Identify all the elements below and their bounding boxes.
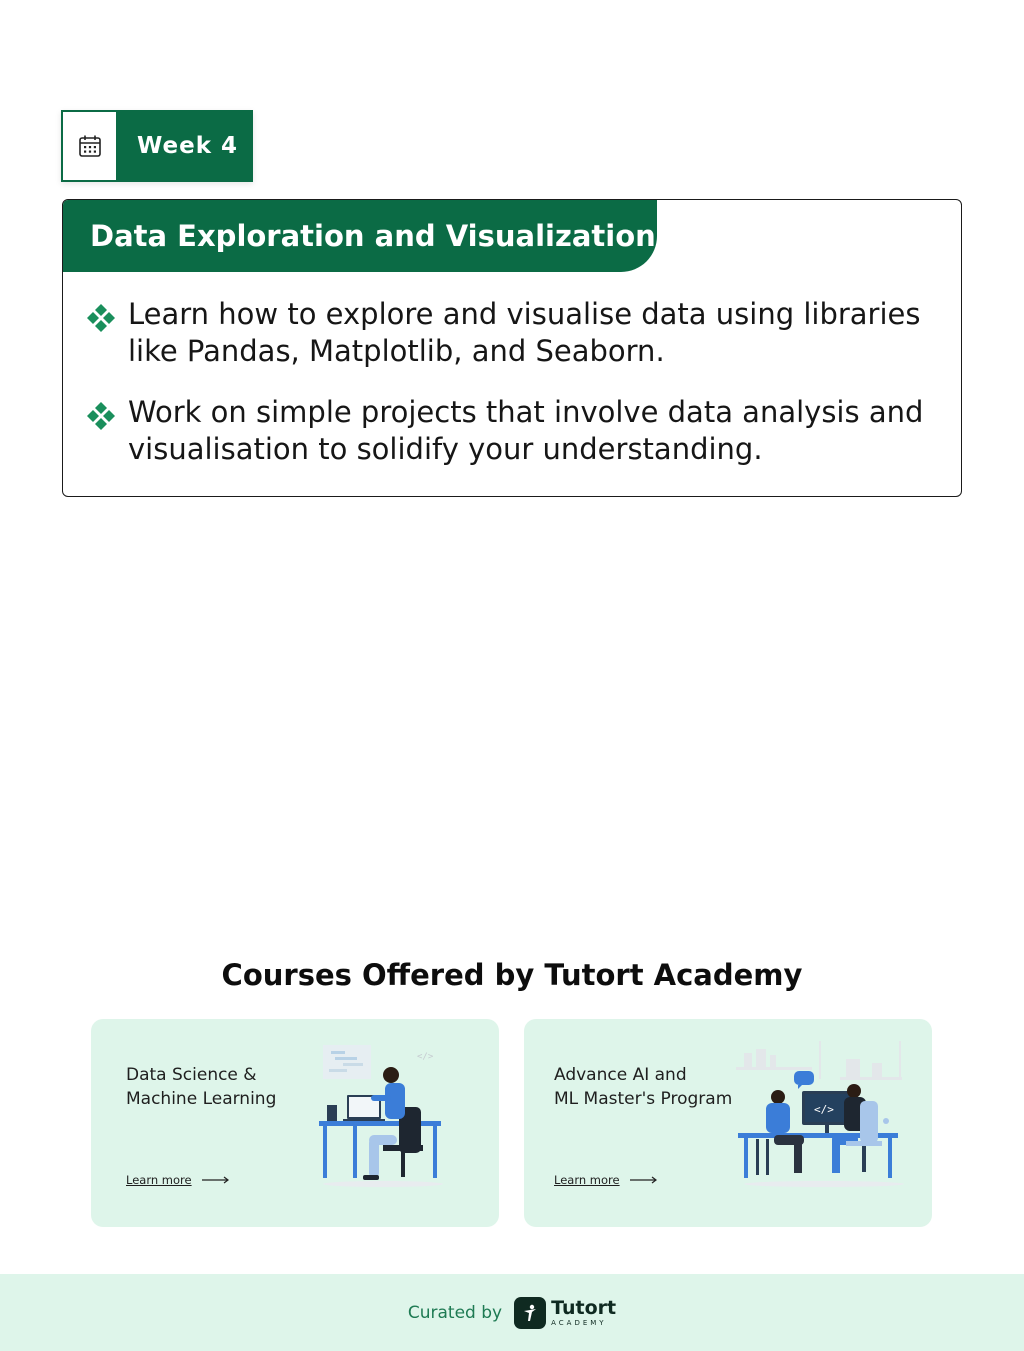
course-title: Data Science & Machine Learning bbox=[126, 1065, 277, 1109]
learn-more-label: Learn more bbox=[126, 1173, 192, 1187]
calendar-icon-box bbox=[61, 110, 118, 182]
courses-heading: Courses Offered by Tutort Academy bbox=[221, 958, 803, 992]
topic-bullet-list bbox=[85, 296, 931, 492]
learn-more-link[interactable] bbox=[554, 1173, 658, 1187]
course-title: Advance AI and ML Master's Program bbox=[554, 1065, 733, 1109]
arrow-right-icon bbox=[630, 1176, 658, 1184]
course-card-data-science[interactable] bbox=[91, 1019, 499, 1227]
footer bbox=[0, 1274, 1024, 1351]
learn-more-label: Learn more bbox=[554, 1173, 620, 1187]
two-people-at-computer-illustration bbox=[736, 1039, 916, 1189]
topic-title: Data Exploration and Visualization bbox=[63, 200, 657, 272]
list-item bbox=[85, 394, 931, 468]
person-at-laptop-illustration bbox=[313, 1039, 459, 1189]
bullet-text: Work on simple projects that involve data analysis and visualisation to solidify your understanding. bbox=[128, 395, 924, 466]
tutort-logo bbox=[514, 1297, 616, 1329]
calendar-icon bbox=[78, 134, 102, 158]
curated-by-label: Curated by bbox=[407, 1302, 503, 1323]
learn-more-link[interactable] bbox=[126, 1173, 230, 1187]
svg-text:</>: </> bbox=[417, 1052, 434, 1062]
bullet-text: Learn how to explore and visualise data using libraries like Pandas, Matplotlib, and Seaborn. bbox=[128, 297, 921, 368]
diamond-cluster-icon bbox=[85, 298, 117, 338]
tutort-logo-mark-icon bbox=[514, 1297, 546, 1329]
arrow-right-icon bbox=[202, 1176, 230, 1184]
course-card-ai-ml[interactable] bbox=[524, 1019, 932, 1227]
week-label: Week 4 bbox=[118, 110, 253, 182]
logo-sub: ACADEMY bbox=[551, 1318, 607, 1327]
list-item bbox=[85, 296, 931, 370]
svg-text:</>: </> bbox=[814, 1103, 834, 1116]
topic-card bbox=[62, 199, 962, 497]
logo-brand: Tutort bbox=[551, 1296, 617, 1319]
diamond-cluster-icon bbox=[85, 396, 117, 436]
week-badge bbox=[61, 110, 253, 182]
